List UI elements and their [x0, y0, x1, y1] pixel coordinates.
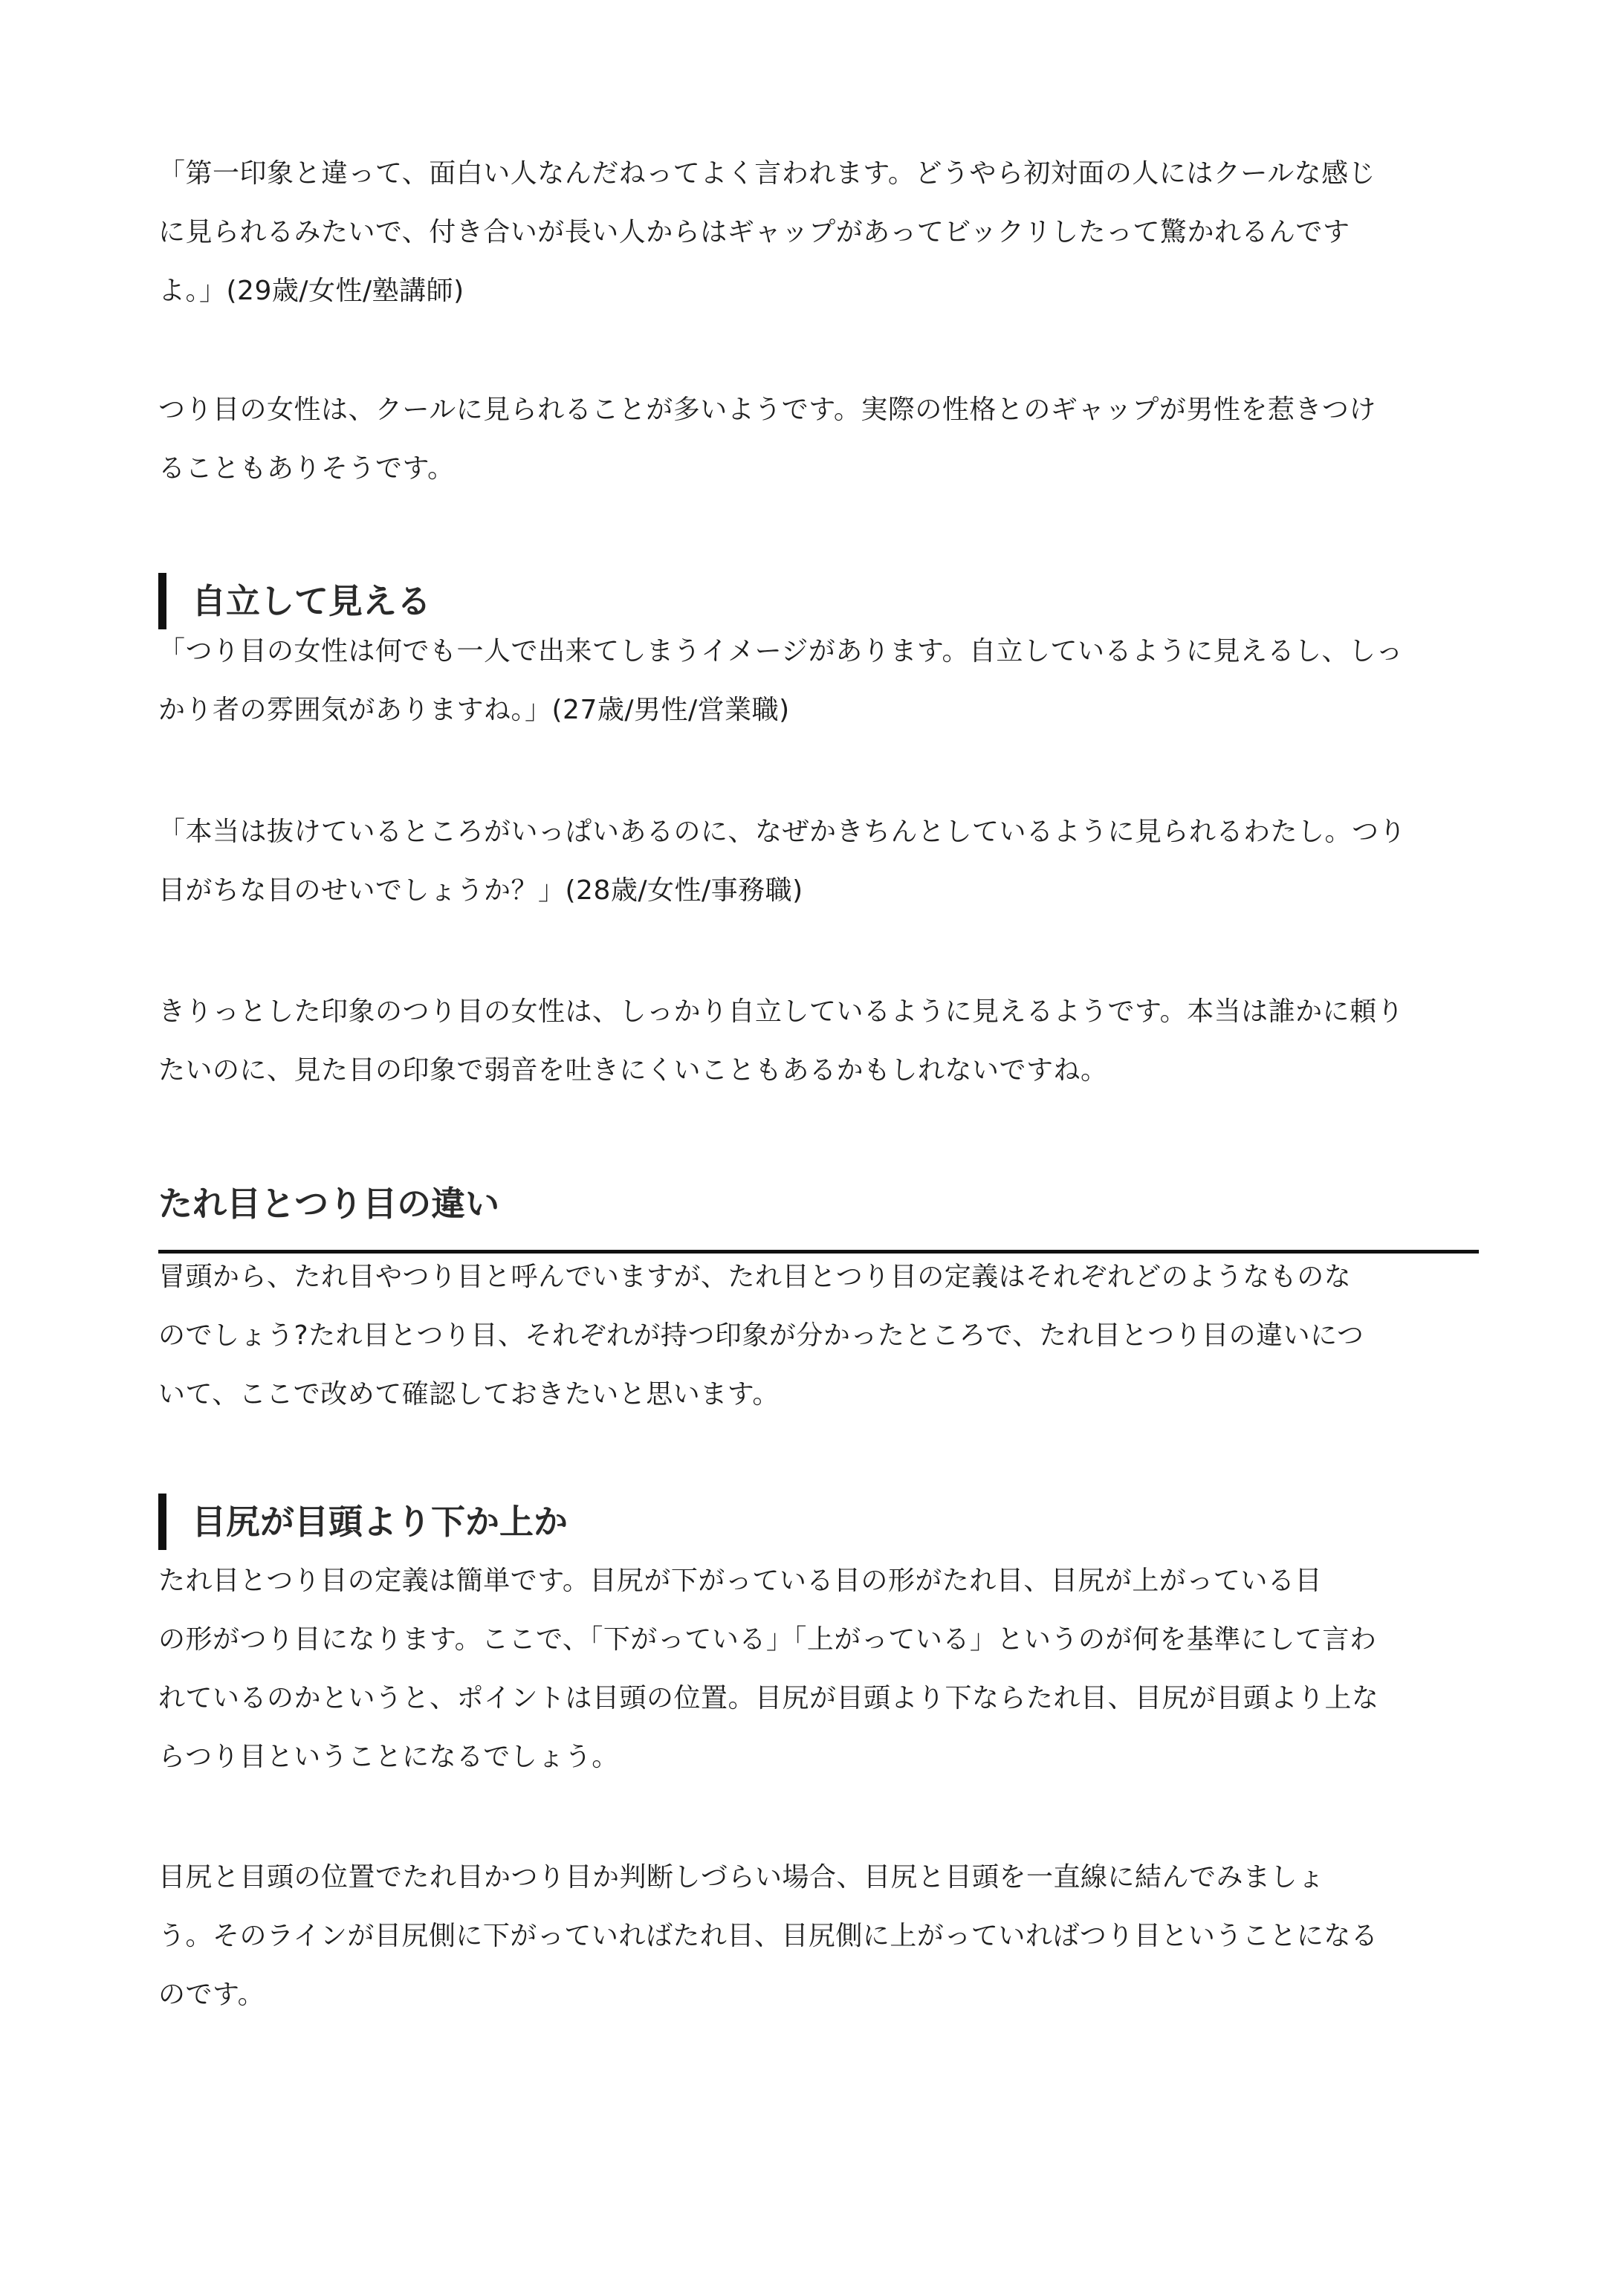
body-paragraph-2: [158, 982, 1488, 1100]
body-paragraph-4: [158, 1551, 1488, 1786]
text-line: きりっとした印象のつり目の女性は、しっかり自立しているように見えるようです。本当は誰かに頼り: [158, 996, 1405, 1027]
text-line: たいのに、見た目の印象で弱音を吐きにくいこともあるかもしれないですね。: [158, 1055, 1108, 1086]
heading-bar-marker: [158, 573, 166, 629]
section-heading-eye-corner: [158, 1493, 568, 1551]
body-paragraph-5: [158, 1848, 1488, 2024]
text-line: の形がつり目になります。ここで、「下がっている」「上がっている」というのが何を基準にして言わ: [158, 1624, 1377, 1655]
text-line: のでしょう?たれ目とつり目、それぞれが持つ印象が分かったところで、たれ目とつり目の違いにつ: [158, 1320, 1364, 1351]
text-line: 冒頭から、たれ目やつり目と呼んでいますが、たれ目とつり目の定義はそれぞれどのようなものな: [158, 1262, 1352, 1292]
text-line: 「つり目の女性は何でも一人で出来てしまうイメージがあります。自立しているように見えるし、しっ: [158, 636, 1404, 667]
heading-bar-marker: [158, 1494, 166, 1550]
text-line: らつり目ということになるでしょう。: [158, 1742, 619, 1772]
text-line: 目尻と目頭の位置でたれ目かつり目か判断しづらい場合、目尻と目頭を一直線に結んでみましょ: [158, 1862, 1325, 1893]
heading-text: たれ目とつり目の違い: [158, 1184, 500, 1224]
text-line: いて、ここで改めて確認しておきたいと思います。: [158, 1379, 780, 1410]
text-line: う。そのラインが目尻側に下がっていればたれ目、目尻側に上がっていればつり目ということになる: [158, 1921, 1379, 1951]
text-line: ることもありそうです。: [158, 453, 455, 484]
text-line: 目がちな目のせいでしょうか？」(28歳/女性/事務職): [158, 875, 803, 906]
section-heading-difference: [158, 1175, 1479, 1233]
heading-text: 自立して見える: [192, 581, 431, 621]
heading-text: 目尻が目頭より下か上か: [192, 1502, 568, 1542]
text-line: つり目の女性は、クールに見られることが多いようです。実際の性格とのギャップが男性を惹きつけ: [158, 395, 1376, 425]
body-paragraph-3: [158, 1248, 1488, 1424]
text-line: に見られるみたいで、付き合いが長い人からはギャップがあってビックリしたって驚かれるんです: [158, 217, 1350, 247]
text-line: 「第一印象と違って、面白い人なんだねってよく言われます。どうやら初対面の人にはクールな感じ: [158, 158, 1376, 189]
text-line: よ。」(29歳/女性/塾講師): [158, 276, 464, 306]
text-line: 「本当は抜けているところがいっぱいあるのに、なぜかきちんとしているように見られるわたし。つり: [158, 817, 1407, 847]
quote-paragraph-3: [158, 802, 1488, 920]
text-line: かり者の雰囲気がありますね。」(27歳/男性/営業職): [158, 695, 790, 725]
body-paragraph-1: [158, 380, 1488, 498]
text-line: のです。: [158, 1979, 265, 2010]
quote-paragraph-2: [158, 622, 1488, 739]
text-line: れているのかというと、ポイントは目頭の位置。目尻が目頭より下ならたれ目、目尻が目頭より上な: [158, 1683, 1379, 1713]
quote-paragraph-1: [158, 144, 1488, 320]
text-line: たれ目とつり目の定義は簡単です。目尻が下がっている目の形がたれ目、目尻が上がっている目: [158, 1566, 1322, 1596]
